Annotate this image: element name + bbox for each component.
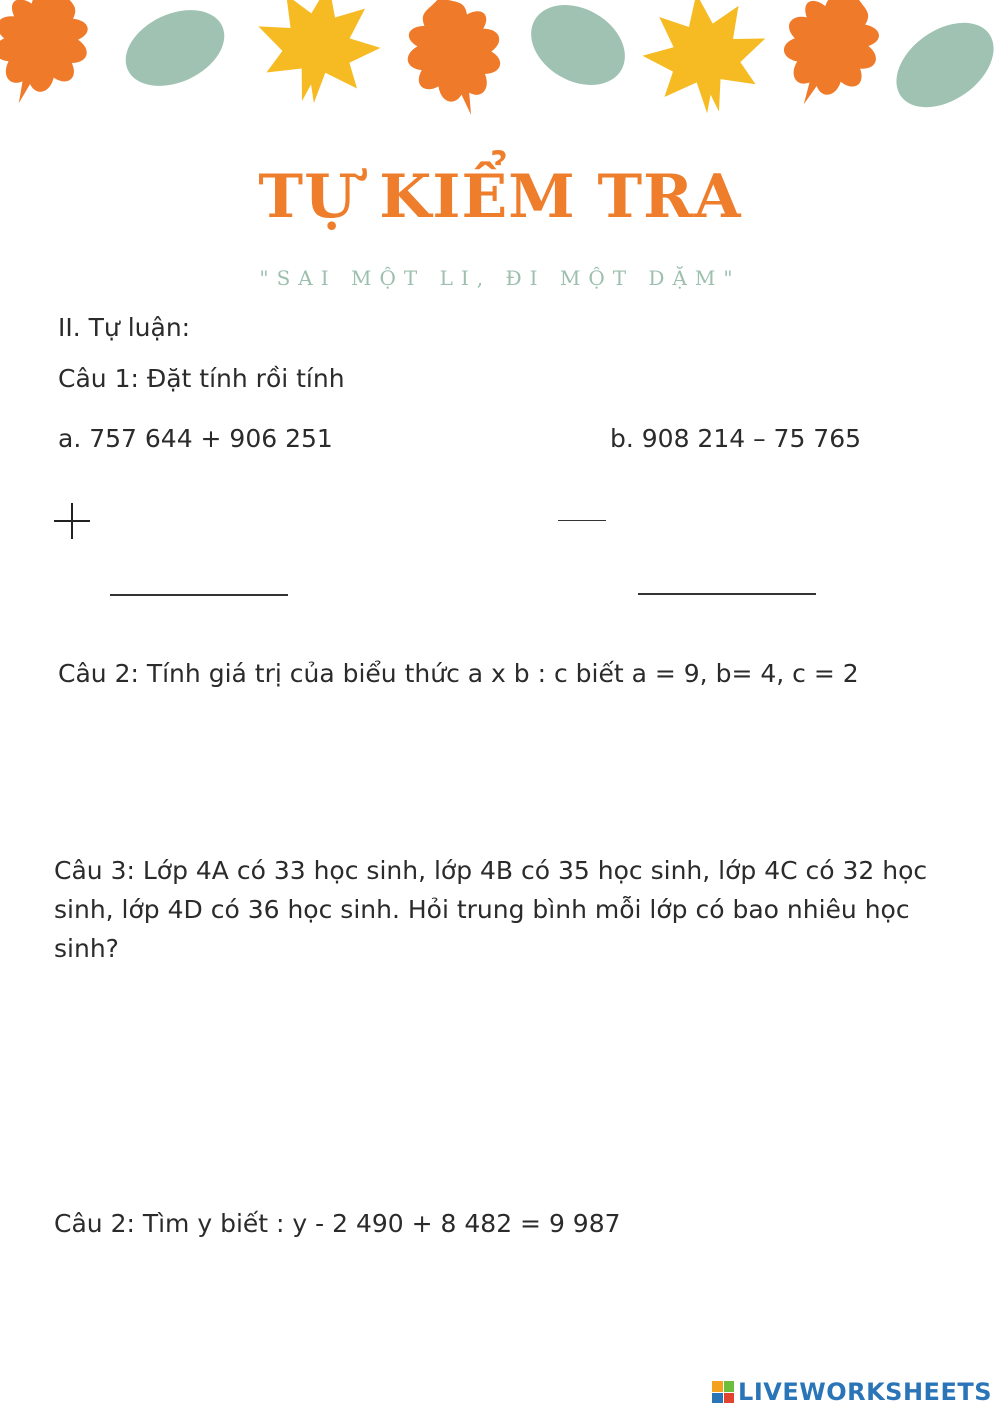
minus-sign-icon [558, 520, 606, 521]
subtraction-answer-line [638, 593, 816, 595]
leaf-orange-1 [0, 0, 105, 119]
leaf-sage-1 [114, 0, 237, 101]
liveworksheets-icon [712, 1381, 734, 1403]
question-1-prompt: Câu 1: Đặt tính rồi tính [58, 364, 345, 393]
leaf-yellow-2 [635, 0, 774, 121]
leaf-sage-2 [517, 0, 640, 101]
autumn-leaves-banner [0, 0, 1000, 140]
section-heading: II. Tự luận: [58, 313, 191, 342]
question-4-prompt: Câu 2: Tìm y biết : y - 2 490 + 8 482 = 9 987 [54, 1209, 621, 1238]
question-3-prompt: Câu 3: Lớp 4A có 33 học sinh, lớp 4B có 35 học sinh, lớp 4C có 32 học sinh, lớp 4D có 36 học sinh. Hỏi trung bình mỗi lớp có bao nhiêu học sinh? [54, 856, 928, 963]
brand-name: LIVEWORKSHEETS [738, 1378, 992, 1406]
question-2-prompt: Câu 2: Tính giá trị của biểu thức a x b : c biết a = 9, b= 4, c = 2 [58, 659, 859, 688]
leaf-sage-3 [881, 5, 1000, 124]
liveworksheets-logo [712, 1378, 992, 1406]
leaf-orange-3 [761, 0, 898, 124]
leaf-yellow-1 [247, 0, 390, 113]
leaf-orange-2 [394, 0, 516, 127]
page-subtitle: "SAI MỘT LI, ĐI MỘT DẶM" [259, 266, 741, 290]
question-1-part-b: b. 908 214 – 75 765 [610, 424, 862, 453]
plus-sign-icon [54, 503, 90, 539]
addition-answer-line [110, 594, 288, 596]
page-title: TỰ KIỂM TRA [258, 162, 742, 232]
question-1-part-a: a. 757 644 + 906 251 [58, 424, 333, 453]
